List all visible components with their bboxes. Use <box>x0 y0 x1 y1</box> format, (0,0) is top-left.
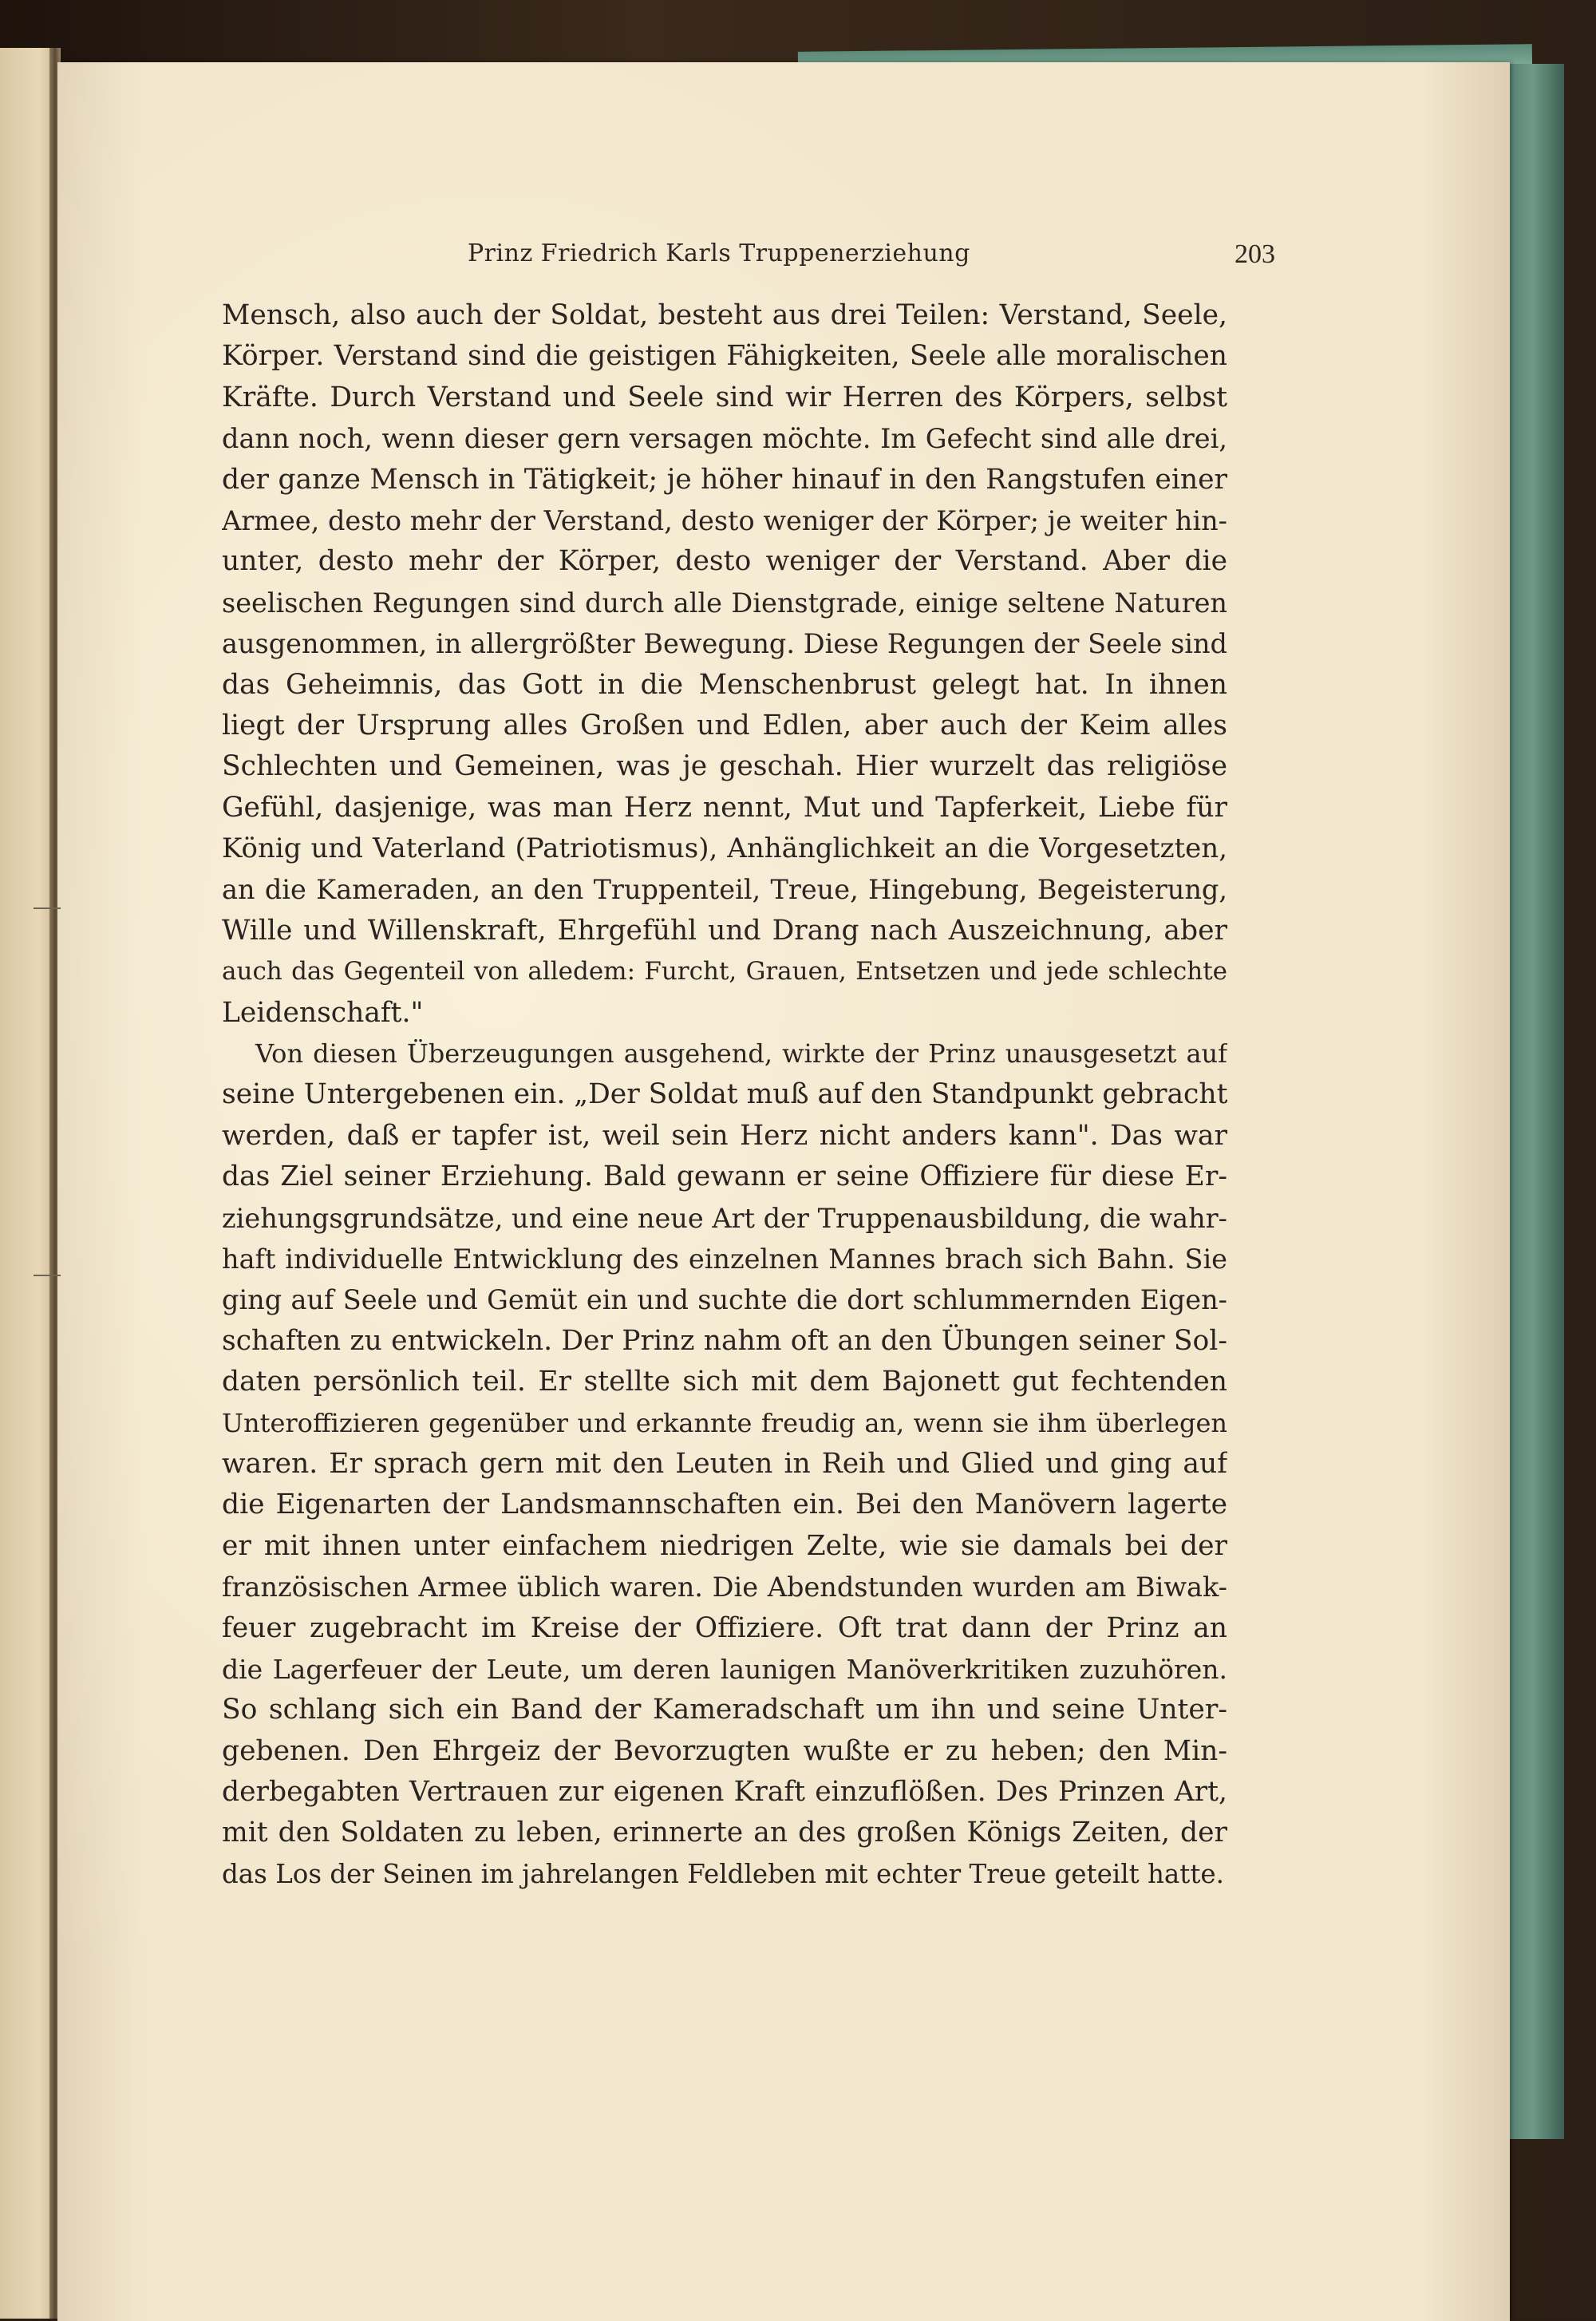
text-line: Gefühl, dasjenige, was man Herz nennt, Mut und Tapferkeit, Liebe für <box>222 791 1227 824</box>
text-line: König und Vaterland (Patriotismus), Anhänglichkeit an die Vorgesetzten, <box>222 832 1227 865</box>
text-line: das Geheimnis, das Gott in die Menschenbrust gelegt hat. In ihnen <box>222 668 1227 701</box>
text-line: liegt der Ursprung alles Großen und Edlen, aber auch der Keim alles <box>222 709 1227 741</box>
margin-pencil-mark <box>34 907 61 909</box>
text-line: seelischen Regungen sind durch alle Dienstgrade, einige seltene Naturen <box>222 587 1227 619</box>
text-line: Armee, desto mehr der Verstand, desto weniger der Körper; je weiter hin- <box>222 504 1227 536</box>
text-line: Kräfte. Durch Verstand und Seele sind wir Herren des Körpers, selbst <box>222 381 1227 413</box>
text-line: Körper. Verstand sind die geistigen Fähigkeiten, Seele alle moralischen <box>222 340 1227 373</box>
text-line: ausgenommen, in allergrößter Bewegung. Diese Regungen der Seele sind <box>222 628 1227 660</box>
text-line: feuer zugebracht im Kreise der Offiziere. Oft trat dann der Prinz an <box>222 1611 1227 1644</box>
text-line: französischen Armee üblich waren. Die Abendstunden wurden am Biwak- <box>222 1572 1227 1603</box>
text-line: unter, desto mehr der Körper, desto weniger der Verstand. Aber die <box>222 545 1227 578</box>
text-line: ziehungsgrundsätze, und eine neue Art der Truppenausbildung, die wahr- <box>222 1202 1227 1234</box>
text-line: Leidenschaft." <box>222 996 424 1029</box>
text-line: waren. Er sprach gern mit den Leuten in Reih und Glied und ging auf <box>222 1447 1227 1480</box>
text-line: das Ziel seiner Erziehung. Bald gewann er seine Offiziere für diese Er- <box>222 1160 1227 1193</box>
text-line: die Lagerfeuer der Leute, um deren launigen Manöverkritiken zuzuhören. <box>222 1653 1227 1685</box>
text-line: der ganze Mensch in Tätigkeit; je höher hinauf in den Rangstufen einer <box>222 463 1227 496</box>
text-line: die Eigenarten der Landsmannschaften ein. Bei den Manövern lagerte <box>222 1489 1227 1521</box>
text-line: Mensch, also auch der Soldat, besteht aus drei Teilen: Verstand, Seele, <box>222 299 1227 331</box>
text-line: seine Untergebenen ein. „Der Soldat muß auf den Standpunkt gebracht <box>222 1078 1227 1111</box>
text-line: Unteroffizieren gegenüber und erkannte freudig an, wenn sie ihm überlegen <box>222 1407 1227 1438</box>
text-line: mit den Soldaten zu leben, erinnerte an des großen Königs Zeiten, der <box>222 1817 1227 1849</box>
body-text <box>222 295 1227 1895</box>
text-line: Wille und Willenskraft, Ehrgefühl und Drang nach Auszeichnung, aber <box>222 914 1227 947</box>
page-number: 203 <box>1235 239 1275 269</box>
margin-pencil-mark <box>34 1275 61 1276</box>
text-line: schaften zu entwickeln. Der Prinz nahm oft an den Übungen seiner Sol- <box>222 1324 1227 1357</box>
text-line: daten persönlich teil. Er stellte sich mit dem Bajonett gut fechtenden <box>222 1366 1227 1398</box>
text-line: So schlang sich ein Band der Kameradschaft um ihn und seine Unter- <box>222 1694 1227 1726</box>
text-line: dann noch, wenn dieser gern versagen möchte. Im Gefecht sind alle drei, <box>222 423 1227 455</box>
text-line: das Los der Seinen im jahrelangen Feldleben mit echter Treue geteilt hatte. <box>222 1858 1224 1889</box>
text-line: Von diesen Überzeugungen ausgehend, wirkte der Prinz unausgesetzt auf <box>255 1038 1227 1070</box>
text-line: gebenen. Den Ehrgeiz der Bevorzugten wußte er zu heben; den Min- <box>222 1734 1227 1767</box>
book-cover-edge-right <box>1500 64 1564 2139</box>
text-line: ging auf Seele und Gemüt ein und suchte die dort schlummernden Eigen- <box>222 1284 1227 1316</box>
text-line: werden, daß er tapfer ist, weil sein Herz nicht anders kann". Das war <box>222 1119 1227 1152</box>
running-head: Prinz Friedrich Karls Truppenerziehung <box>468 239 970 267</box>
text-line: an die Kameraden, an den Truppenteil, Treue, Hingebung, Begeisterung, <box>222 874 1227 906</box>
text-line: er mit ihnen unter einfachem niedrigen Zelte, wie sie damals bei der <box>222 1529 1227 1562</box>
text-line: haft individuelle Entwicklung des einzelnen Mannes brach sich Bahn. Sie <box>222 1243 1227 1275</box>
previous-page-edge <box>0 48 56 2319</box>
text-line: Schlechten und Gemeinen, was je geschah. Hier wurzelt das religiöse <box>222 750 1227 783</box>
text-line: derbegabten Vertrauen zur eigenen Kraft einzuflößen. Des Prinzen Art, <box>222 1776 1227 1809</box>
text-line: auch das Gegenteil von alledem: Furcht, Grauen, Entsetzen und jede schlechte <box>222 957 1227 987</box>
